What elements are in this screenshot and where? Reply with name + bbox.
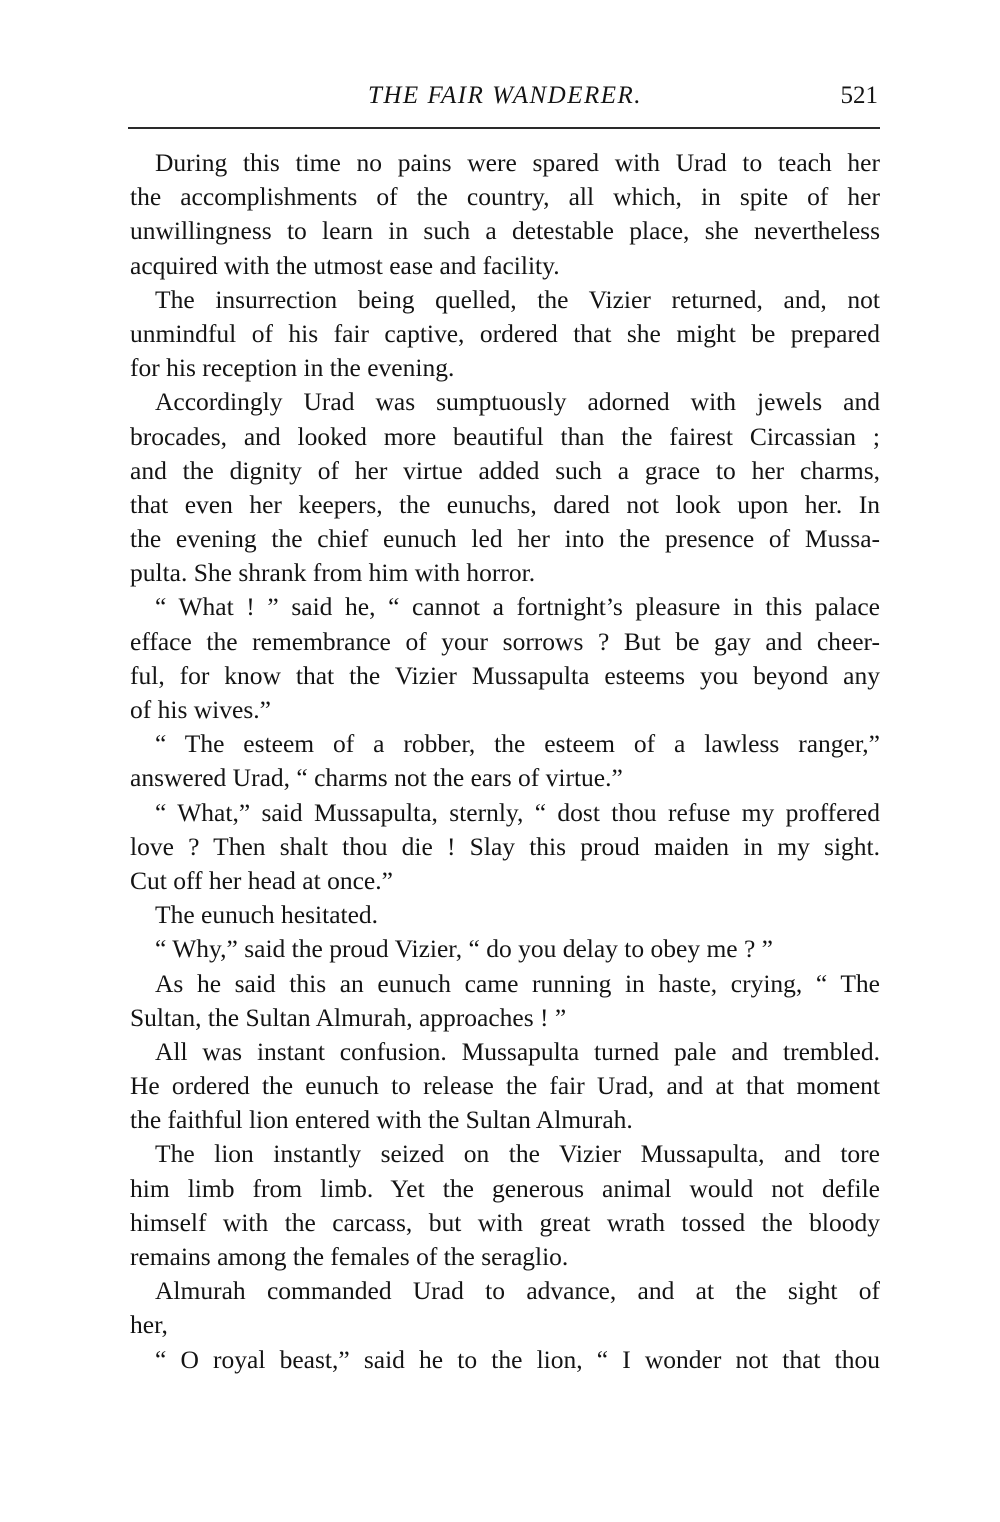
text-line: “ What,” said Mussapulta, sternly, “ dost thou refuse my proffered	[155, 797, 880, 827]
text-line: “ The esteem of a robber, the esteem of a lawless ranger,”	[155, 729, 880, 759]
text-line: the evening the chief eunuch led her into the presence of Mussa-	[130, 524, 880, 554]
text-line: The lion instantly seized on the Vizier Mussapulta, and tore	[155, 1139, 880, 1169]
text-line: Cut off her head at once.”	[130, 865, 393, 895]
header-rule	[128, 127, 880, 129]
paragraph	[130, 385, 880, 590]
text-line: The eunuch hesitated.	[155, 900, 379, 930]
text-line: that even her keepers, the eunuchs, dared not look upon her. In	[130, 489, 880, 519]
page-number: 521	[840, 82, 878, 109]
text-line: of his wives.”	[130, 695, 271, 724]
text-line: her,	[130, 1310, 168, 1340]
text-line: acquired with the utmost ease and facility.	[130, 250, 560, 280]
text-line: for his reception in the evening.	[130, 353, 455, 383]
paragraph	[130, 146, 880, 283]
paragraph	[130, 932, 880, 966]
text-line: Accordingly Urad was sumptuously adorned with jewels and	[155, 387, 880, 417]
text-line: “ What ! ” said he, “ cannot a fortnight’s pleasure in this palace	[155, 592, 880, 622]
text-line: unwillingness to learn in such a detestable place, she nevertheless	[130, 216, 880, 246]
running-title: THE FAIR WANDERER.	[367, 82, 643, 109]
paragraph	[130, 1274, 880, 1342]
page-body	[130, 146, 880, 1377]
text-line: “ Why,” said the proud Vizier, “ do you delay to obey me ? ”	[155, 934, 773, 964]
text-line: answered Urad, “ charms not the ears of virtue.”	[130, 763, 623, 793]
paragraph	[130, 590, 880, 727]
paragraph	[130, 727, 880, 795]
text-line: love ? Then shalt thou die ! Slay this proud maiden in my sight.	[130, 831, 880, 861]
paragraph	[130, 967, 880, 1035]
text-line: Sultan, the Sultan Almurah, approaches ! ”	[130, 1002, 567, 1032]
text-line: himself with the carcass, but with great wrath tossed the bloody	[130, 1207, 880, 1237]
text-line: the accomplishments of the country, all which, in spite of her	[130, 182, 880, 212]
text-line: him limb from limb. Yet the generous animal would not defile	[130, 1173, 880, 1203]
paragraph	[130, 283, 880, 386]
text-line: The insurrection being quelled, the Vizier returned, and, not	[155, 284, 880, 314]
running-header	[130, 80, 880, 116]
text-line: efface the remembrance of your sorrows ? But be gay and cheer-	[130, 626, 880, 656]
text-line: the faithful lion entered with the Sultan Almurah.	[130, 1105, 633, 1135]
text-line: ful, for know that the Vizier Mussapulta esteems you beyond any	[130, 660, 880, 690]
text-line: remains among the females of the seraglio.	[130, 1242, 569, 1271]
text-line: Almurah commanded Urad to advance, and at the sight of	[155, 1276, 880, 1306]
text-line: brocades, and looked more beautiful than the fairest Circassian ;	[130, 421, 880, 451]
text-line: As he said this an eunuch came running in haste, crying, “ The	[155, 968, 880, 998]
text-line: unmindful of his fair captive, ordered that she might be prepared	[130, 318, 880, 348]
text-line: All was instant confusion. Mussapulta turned pale and trembled.	[155, 1036, 880, 1066]
text-line: “ O royal beast,” said he to the lion, “ I wonder not that thou	[155, 1344, 880, 1374]
paragraph	[130, 796, 880, 899]
text-line: pulta. She shrank from him with horror.	[130, 558, 536, 588]
paragraph	[130, 1137, 880, 1274]
text-line: He ordered the eunuch to release the fair Urad, and at that moment	[130, 1071, 880, 1101]
text-line: and the dignity of her virtue added such a grace to her charms,	[130, 455, 880, 485]
paragraph	[130, 1035, 880, 1138]
text-line: During this time no pains were spared with Urad to teach her	[155, 148, 880, 177]
paragraph	[130, 898, 880, 932]
paragraph	[130, 1343, 880, 1377]
